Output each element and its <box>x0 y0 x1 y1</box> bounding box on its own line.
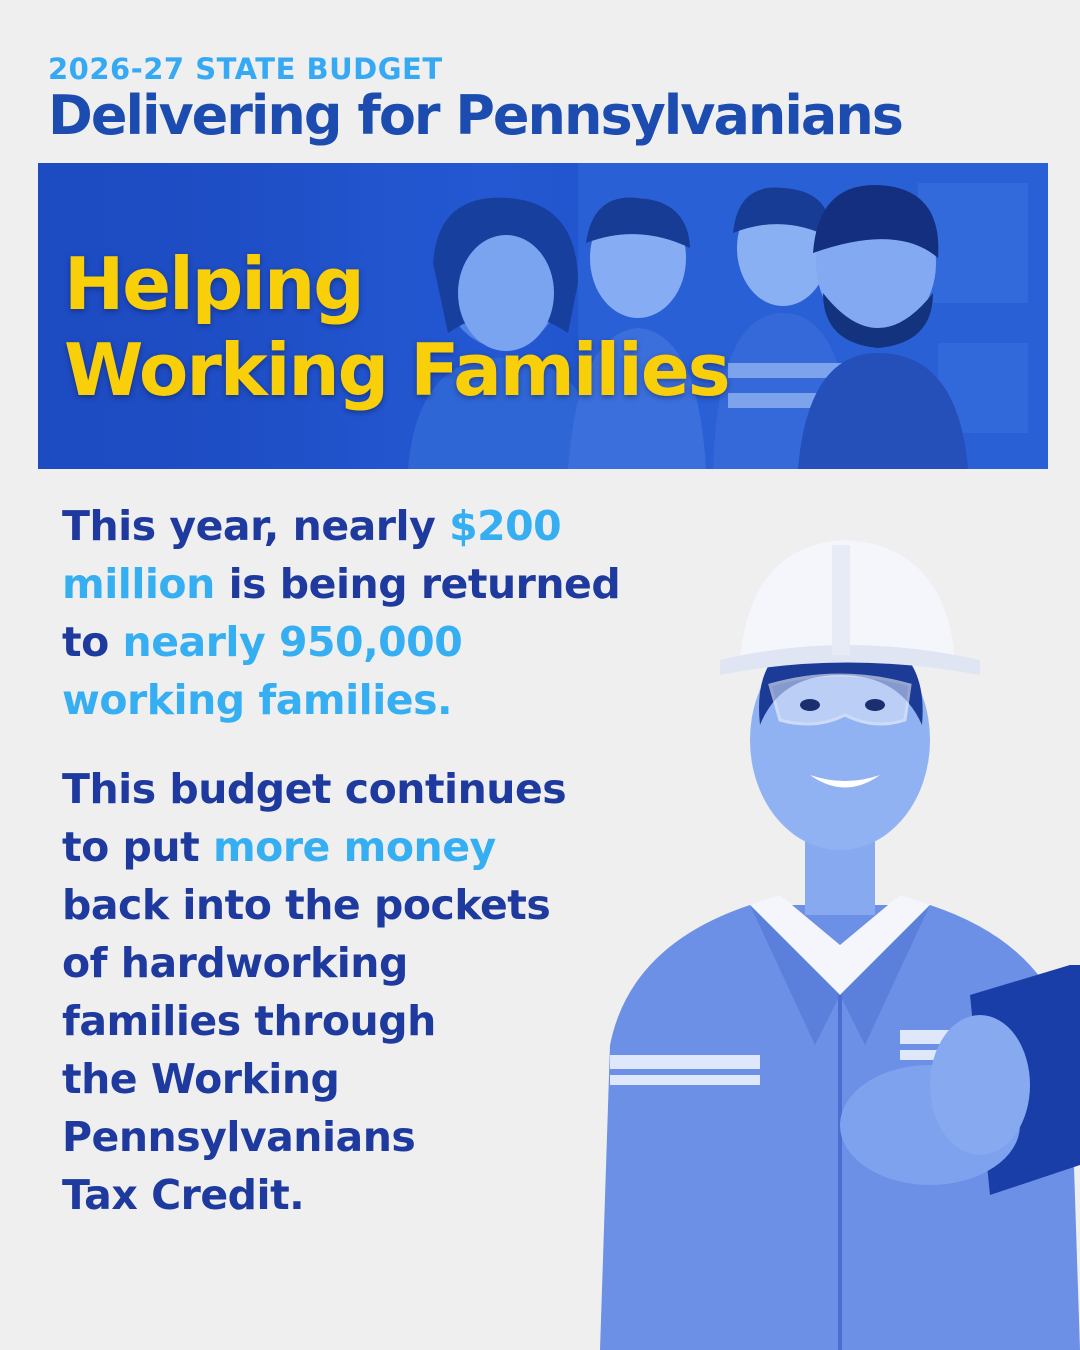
page-title: Delivering for Pennsylvanians <box>48 84 902 147</box>
text-line: back into the pockets <box>62 881 551 929</box>
highlight-working-families: working families. <box>62 676 453 724</box>
hero-title-line-1: Helping <box>64 242 363 326</box>
paragraph-tax-credit <box>62 760 566 1224</box>
kicker: 2026-27 STATE BUDGET <box>48 52 443 86</box>
text-line: Tax Credit. <box>62 1171 305 1219</box>
text-line: of hardworking <box>62 939 408 987</box>
highlight-amount: $200 <box>449 502 562 550</box>
text-line: Pennsylvanians <box>62 1113 416 1161</box>
highlight-families-count: nearly 950,000 <box>122 618 463 666</box>
text-line: This budget continues <box>62 765 567 813</box>
hero-title <box>64 241 729 413</box>
text-line: the Working <box>62 1055 340 1103</box>
text-segment: This year, nearly <box>62 502 450 550</box>
worker-photo <box>600 525 1080 1350</box>
highlight-more-money: more money <box>212 823 496 871</box>
text-segment: is being returned <box>214 560 621 608</box>
hero-title-line-2: Working Families <box>64 328 729 412</box>
paragraph-returned-funds <box>62 497 620 729</box>
text-line: families through <box>62 997 436 1045</box>
highlight-amount-unit: million <box>62 560 215 608</box>
hero-banner <box>38 163 1048 469</box>
text-segment: to put <box>62 823 213 871</box>
text-segment: to <box>62 618 123 666</box>
